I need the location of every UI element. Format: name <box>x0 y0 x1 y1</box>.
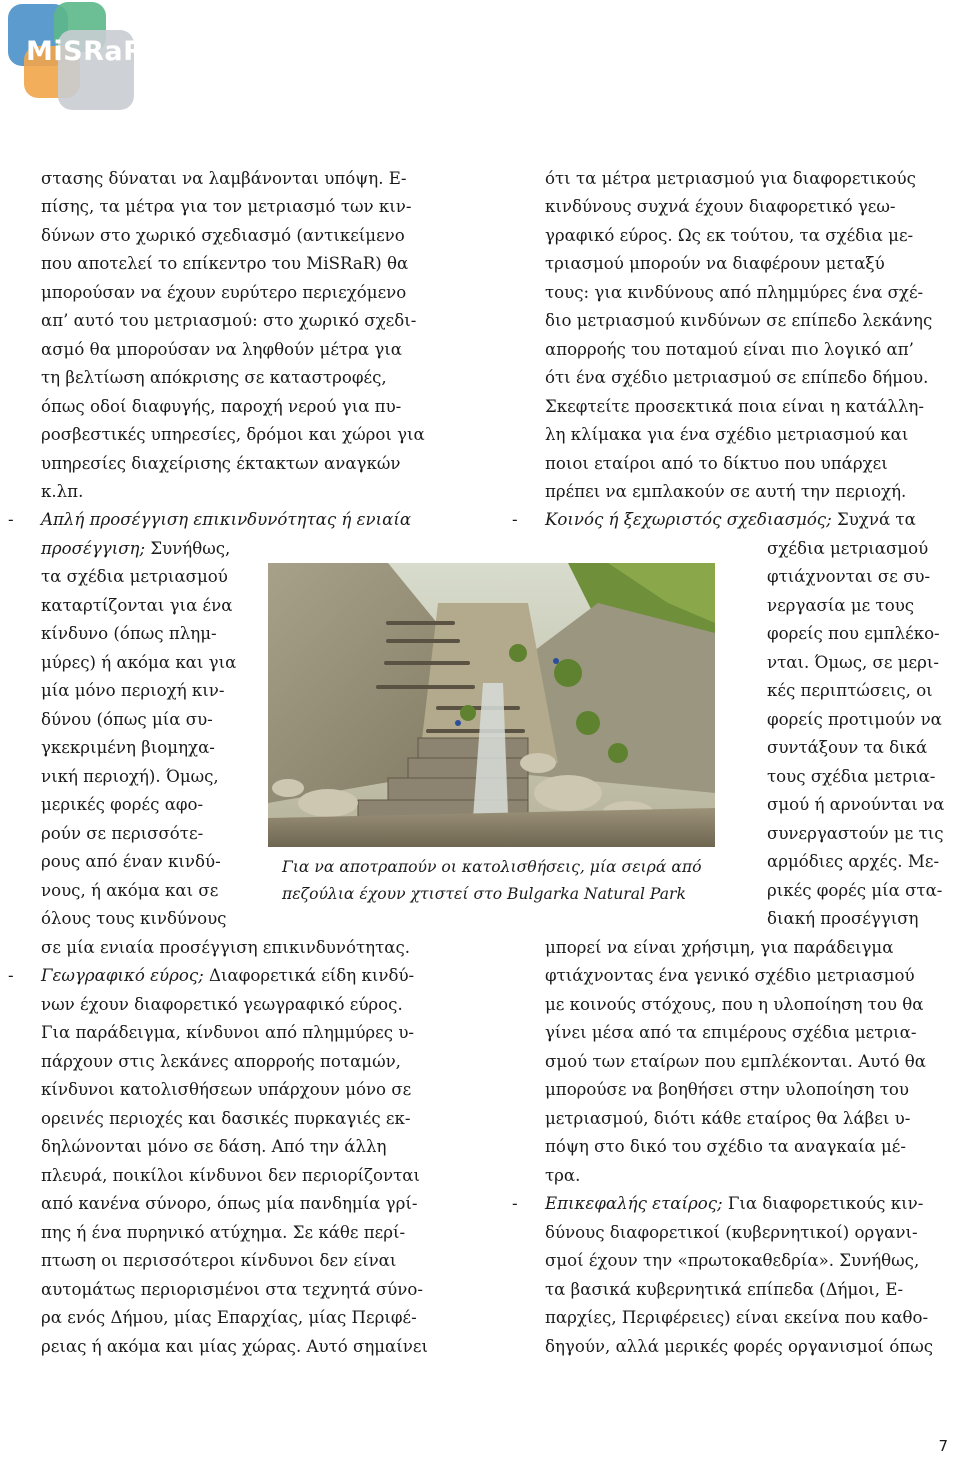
text-line: τα βασικά κυβερνητικά επίπεδα (Δήμοι, Ε- <box>545 1280 904 1299</box>
text-line: συντάξουν τα δικά <box>767 738 928 757</box>
text-line: δηλώνονται μόνο σε δάση. Από την άλλη <box>41 1137 387 1156</box>
text-line: σμού ή αρνούνται να <box>767 795 945 814</box>
text-line: Σκεφτείτε προσεκτικά ποια είναι η κατάλλη- <box>545 397 924 416</box>
text-line: απ’ αυτό του μετριασμού: στο χωρικό σχεδι- <box>41 311 417 330</box>
text-line: μπορούσε να βοηθήσει στην υλοποίηση του <box>545 1080 909 1099</box>
page-number: 7 <box>938 1437 948 1455</box>
text-line: πλευρά, ποικίλοι κίνδυνοι δεν περιορίζονται <box>41 1166 421 1185</box>
text-line: μετριασμού, διότι κάθε εταίρος θα λάβει υ- <box>545 1109 911 1128</box>
text-line: σμοί έχουν την «πρωτοκαθεδρία». Συνήθως, <box>545 1251 920 1270</box>
text-line: Για παράδειγμα, κίνδυνοι από πλημμύρες υ- <box>41 1023 415 1042</box>
text-line: μύρες) ή ακόμα και για <box>41 653 237 672</box>
bullet-dash: - <box>512 510 518 529</box>
text-line: γραφικό εύρος. Ως εκ τούτου, τα σχέδια με- <box>545 226 914 245</box>
text-line: μία μόνο περιοχή κιν- <box>41 681 225 700</box>
caption-line: πεζούλια έχουν χτιστεί στο Bulgarka Natural Park <box>282 885 686 903</box>
text-line: απορροής του ποταμού είναι πιο λογικό απ’ <box>545 340 914 359</box>
bullet-title-italic: Απλή προσέγγιση επικινδυνότητας ή ενιαία <box>41 510 412 529</box>
text-line: δύνους διαφορετικοί (κυβερνητικοί) οργανι- <box>545 1223 918 1242</box>
text-line: κινδύνους συχνά έχουν διαφορετικό γεω- <box>545 197 896 216</box>
bullet-title-cont <box>41 535 230 564</box>
text-line: τριασμού μπορούν να διαφέρουν μεταξύ <box>545 254 885 273</box>
text-line: δύνου (όπως μία συ- <box>41 710 213 729</box>
text-line: διο μετριασμού κινδύνων σε επίπεδο λεκάνης <box>545 311 933 330</box>
bullet-title <box>545 1190 923 1219</box>
text-line: μπορούσαν να έχουν ευρύτερο περιεχόμενο <box>41 283 407 302</box>
text-line: που αποτελεί το επίκεντρο του MiSRaR) θα <box>41 254 409 273</box>
text-line: στασης δύναται να λαμβάνονται υπόψη. Ε- <box>41 169 407 188</box>
terraces-photo <box>268 563 715 847</box>
text-line: ασμό θα μπορούσαν να ληφθούν μέτρα για <box>41 340 402 359</box>
bullet-title <box>545 506 916 535</box>
text-line: ποιοι εταίροι από το δίκτυο που υπάρχει <box>545 454 888 473</box>
text-line: ότι ένα σχέδιο μετριασμού σε επίπεδο δήμου. <box>545 368 929 387</box>
bullet-dash: - <box>512 1194 518 1213</box>
text-line: τη βελτίωση απόκρισης σε καταστροφές, <box>41 368 387 387</box>
bullet-dash: - <box>8 510 14 529</box>
text-line: υπηρεσίες διαχείρισης έκτακτων αναγκών <box>41 454 401 473</box>
bullet-title-rest: Διαφορετικά είδη κινδύ- <box>203 966 415 985</box>
bullet-title-rest: Συνήθως, <box>145 539 231 558</box>
text-line: τρα. <box>545 1166 581 1185</box>
caption-line: Για να αποτραπούν οι κατολισθήσεις, μία σειρά από <box>282 858 702 876</box>
text-line: γκεκριμένη βιομηχα- <box>41 738 215 757</box>
text-line: νους, ή ακόμα και σε <box>41 881 219 900</box>
text-line: γίνει μέσα από τα επιμέρους σχέδια μετρια- <box>545 1023 917 1042</box>
text-line: συνεργαστούν με τις <box>767 824 944 843</box>
logo-text: MiSRaR <box>26 36 145 67</box>
text-line: νεργασία με τους <box>767 596 915 615</box>
text-line: πης ή ένα πυρηνικό ατύχημα. Σε κάθε περί- <box>41 1223 406 1242</box>
text-line: σμού των εταίρων που εμπλέκονται. Αυτό θα <box>545 1052 926 1071</box>
text-line: ροσβεστικές υπηρεσίες, δρόμοι και χώροι για <box>41 425 425 444</box>
text-line: παρχίες, Περιφέρειες) είναι εκείνα που καθο- <box>545 1308 929 1327</box>
text-line: μερικές φορές αφο- <box>41 795 204 814</box>
text-line: πάρχουν στις λεκάνες απορροής ποταμών, <box>41 1052 401 1071</box>
text-line: ορεινές περιοχές και δασικές πυρκαγιές εκ- <box>41 1109 411 1128</box>
text-line: ρούν σε περισσότε- <box>41 824 204 843</box>
text-line: σε μία ενιαία προσέγγιση επικινδυνότητας. <box>41 938 411 957</box>
terraces-photo-illustration <box>268 563 715 847</box>
bullet-title-rest: Για διαφορετικούς κιν- <box>722 1194 924 1213</box>
bullet-title-italic: Γεωγραφικό εύρος; <box>41 966 204 985</box>
text-line: φορείς προτιμούν να <box>767 710 942 729</box>
text-line: ρειας ή ακόμα και μίας χώρας. Αυτό σημαίνει <box>41 1337 428 1356</box>
bullet-title-italic: Επικεφαλής εταίρος; <box>545 1194 723 1213</box>
text-line: ότι τα μέτρα μετριασμού για διαφορετικούς <box>545 169 916 188</box>
text-line: σχέδια μετριασμού <box>767 539 929 558</box>
text-line: τα σχέδια μετριασμού <box>41 567 228 586</box>
text-line: αυτομάτως περιορισμένοι στα τεχνητά σύνο- <box>41 1280 423 1299</box>
text-line: τους: για κινδύνους από πλημμύρες ένα σχέ- <box>545 283 924 302</box>
text-line: νται. Όμως, σε μερι- <box>767 653 939 672</box>
text-line: φορείς που εμπλέκο- <box>767 624 940 643</box>
text-line: διακή προσέγγιση <box>767 909 919 928</box>
bullet-title <box>41 506 411 535</box>
text-line: πρέπει να εμπλακούν σε αυτή την περιοχή. <box>545 482 907 501</box>
text-line: νική περιοχή). Όμως, <box>41 767 219 786</box>
bullet-dash: - <box>8 966 14 985</box>
misrar-logo <box>4 0 145 112</box>
text-line: μπορεί να είναι χρήσιμη, για παράδειγμα <box>545 938 894 957</box>
text-line: κές περιπτώσεις, οι <box>767 681 933 700</box>
text-line: όπως οδοί διαφυγής, παροχή νερού για πυ- <box>41 397 402 416</box>
text-line: από κανένα σύνορο, όπως μία πανδημία γρί- <box>41 1194 418 1213</box>
bullet-title-italic: Κοινός ή ξεχωριστός σχεδιασμός; <box>545 510 832 529</box>
text-line: όλους τους κινδύνους <box>41 909 227 928</box>
text-line: καταρτίζονται για ένα <box>41 596 233 615</box>
text-line: φτιάχνοντας ένα γενικό σχέδιο μετριασμού <box>545 966 915 985</box>
text-line: αρμόδιες αρχές. Με- <box>767 852 940 871</box>
bullet-title-italic: προσέγγιση; <box>41 539 146 558</box>
bullet-title <box>41 962 414 991</box>
text-line: πίσης, τα μέτρα για τον μετριασμό των κιν- <box>41 197 412 216</box>
text-line: τους σχέδια μετρια- <box>767 767 936 786</box>
text-line: πόψη στο δικό του σχέδιο τα αναγκαία μέ- <box>545 1137 906 1156</box>
text-line: φτιάχνονται σε συ- <box>767 567 931 586</box>
text-line: ρους από έναν κινδύ- <box>41 852 221 871</box>
text-line: πτωση οι περισσότεροι κίνδυνοι δεν είναι <box>41 1251 397 1270</box>
text-line: κίνδυνοι κατολισθήσεων υπάρχουν μόνο σε <box>41 1080 412 1099</box>
text-line: κίνδυνο (όπως πλημ- <box>41 624 217 643</box>
text-line: ρικές φορές μία στα- <box>767 881 943 900</box>
text-line: κ.λπ. <box>41 482 84 501</box>
text-line: δύνων στο χωρικό σχεδιασμό (αντικείμενο <box>41 226 405 245</box>
text-line: ρα ενός Δήμου, μίας Επαρχίας, μίας Περιφέ- <box>41 1308 417 1327</box>
text-line: με κοινούς στόχους, που η υλοποίηση του θα <box>545 995 924 1014</box>
text-line: λη κλίμακα για ένα σχέδιο μετριασμού και <box>545 425 909 444</box>
bullet-title-rest: Συχνά τα <box>831 510 916 529</box>
text-line: δηγούν, αλλά μερικές φορές οργανισμοί όπως <box>545 1337 934 1356</box>
text-line: νων έχουν διαφορετικό γεωγραφικό εύρος. <box>41 995 403 1014</box>
